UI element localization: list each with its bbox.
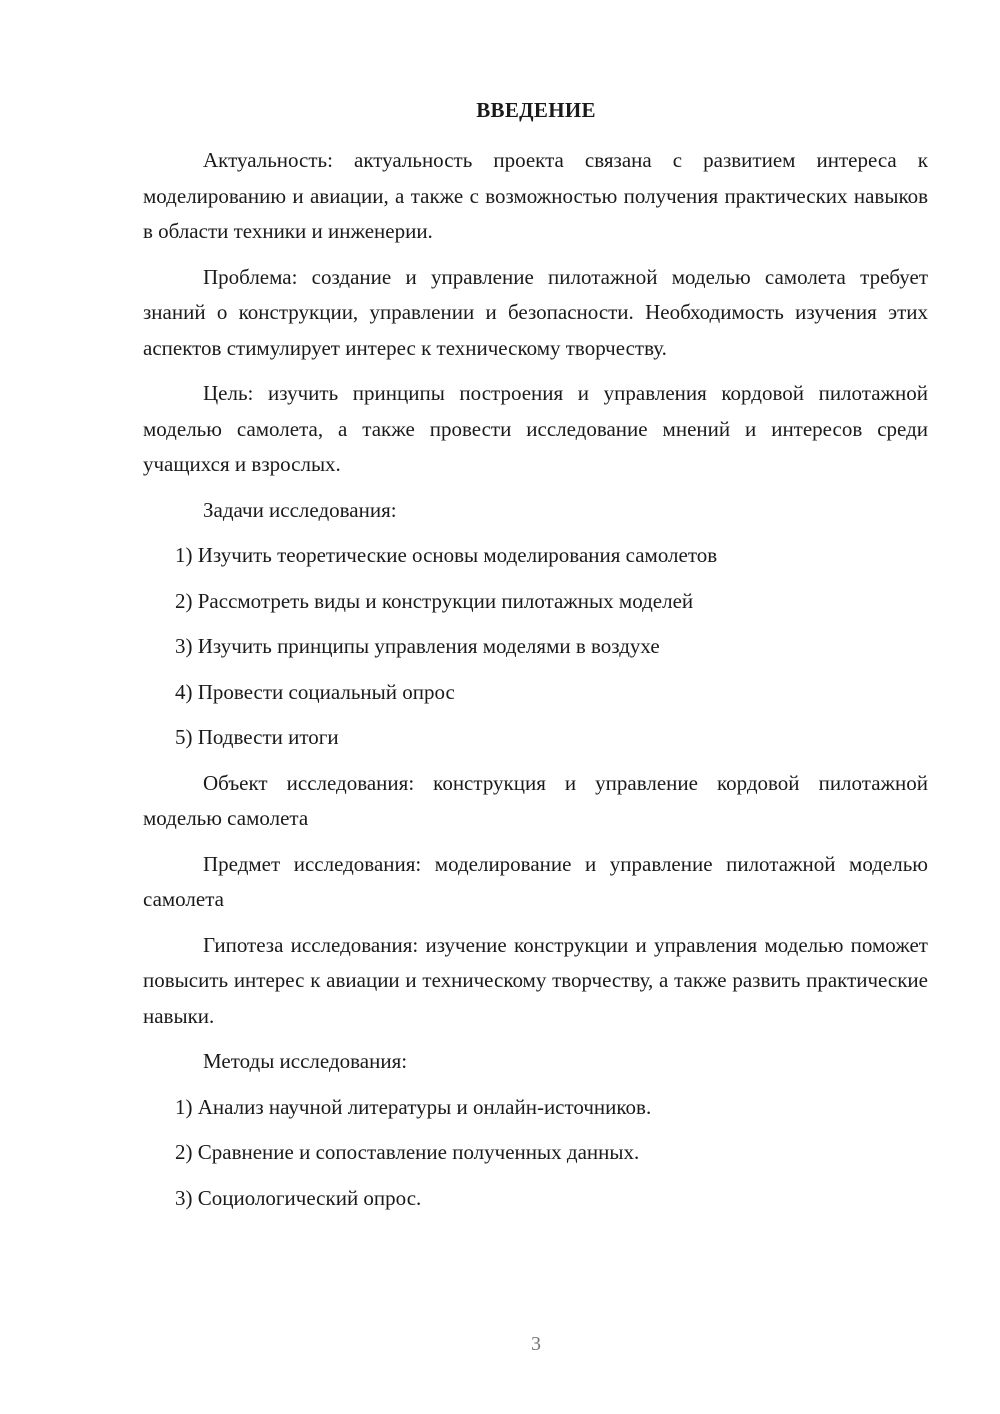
methods-heading: Методы исследования:: [203, 1049, 408, 1073]
paragraph-relevance: Актуальность: актуальность проекта связана с развитием интереса к моделированию и авиации, а также с возможностью получения практических навыков в области техники и инженерии.: [143, 148, 928, 243]
list-item-method-1: 1) Анализ научной литературы и онлайн-источников.: [175, 1094, 652, 1119]
paragraph-hypothesis: Гипотеза исследования: изучение конструкции и управления моделью поможет повысить интерес к авиации и техническому творчеству, а также развить практические навыки.: [143, 932, 928, 1028]
paragraph-problem: Проблема: создание и управление пилотажной моделью самолета требует знаний о конструкции, управлении и безопасности. Необходимость изучения этих аспектов стимулирует интерес к техническому творчеству.: [143, 264, 928, 360]
list-item-task-5: 5) Подвести итоги: [175, 725, 339, 749]
tasks-list: [143, 538, 928, 756]
list-item-task-4: 4) Провести социальный опрос: [175, 679, 455, 704]
paragraph-subject: Предмет исследования: моделирование и управление пилотажной моделью самолета: [143, 851, 928, 911]
tasks-heading: Задачи исследования:: [203, 497, 397, 522]
page-title: ВВЕДЕНИЕ: [476, 98, 596, 122]
list-item-method-2: 2) Сравнение и сопоставление полученных данных.: [175, 1140, 640, 1164]
list-item-method-3: 3) Социологический опрос.: [175, 1185, 422, 1210]
list-item-task-2: 2) Рассмотреть виды и конструкции пилотажных моделей: [175, 588, 694, 613]
paragraph-goal: Цель: изучить принципы построения и управления кордовой пилотажной моделью самолета, а также провести исследование мнений и интересов среди учащихся и взрослых.: [143, 381, 928, 476]
page-number: 3: [531, 1333, 541, 1355]
methods-list: [143, 1090, 928, 1217]
list-item-task-3: 3) Изучить принципы управления моделями в воздухе: [175, 634, 660, 658]
list-item-task-1: 1) Изучить теоретические основы моделирования самолетов: [175, 543, 718, 567]
document-body: [143, 143, 928, 1226]
paragraph-object: Объект исследования: конструкция и управление кордовой пилотажной моделью самолета: [143, 770, 928, 830]
